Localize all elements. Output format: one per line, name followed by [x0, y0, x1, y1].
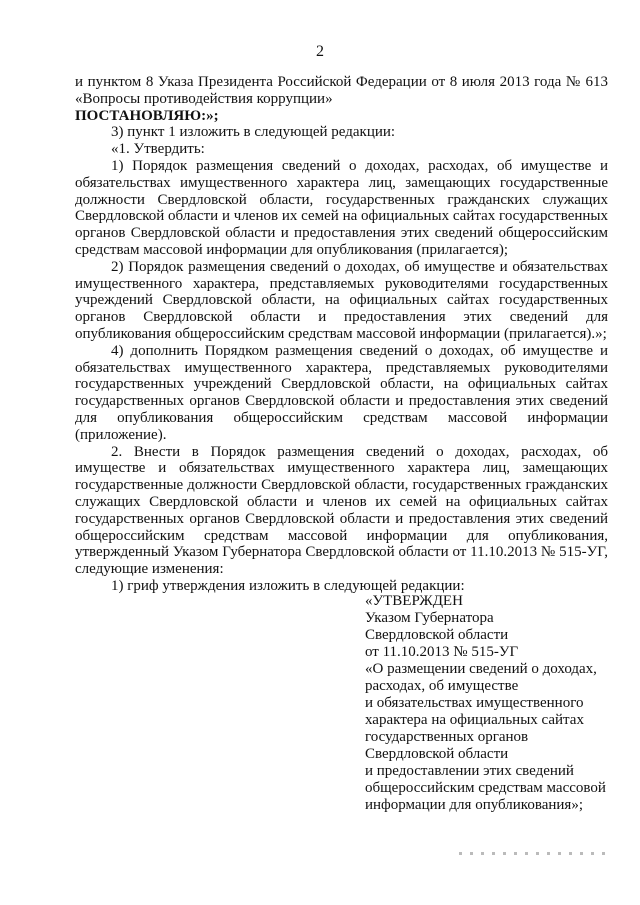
approval-line: Указом Губернатора: [365, 610, 494, 626]
paragraph-order-1: 1) Порядок размещения сведений о доходах, расходах, об имуществе и обязательствах имущественного характера лиц, замещающих государственные должности Свердловской области, государственных гражданских служащих Свердловской области и членов их семей на официальных сайтах государственных органов Свердловской области и предоставления этих сведений общероссийским средствам массовой информации для опубликования (прилагается);: [75, 157, 608, 258]
paragraph-approval-stamp: 1) гриф утверждения изложить в следующей редакции:: [111, 577, 465, 594]
approval-line: характера на официальных сайтах: [365, 712, 584, 728]
paragraph-approve: «1. Утвердить:: [111, 141, 205, 158]
resolution-word: ПОСТАНОВЛЯЮ:»;: [75, 107, 219, 124]
approval-line: расходах, об имуществе: [365, 678, 519, 694]
approval-line: информации для опубликования»;: [365, 797, 583, 813]
approval-line: и обязательствах имущественного: [365, 695, 584, 711]
approval-line: «О размещении сведений о доходах,: [365, 661, 597, 677]
paragraph-item-3: 3) пункт 1 изложить в следующей редакции:: [111, 124, 396, 141]
approval-line: Свердловской области: [365, 746, 509, 762]
document-body: [75, 74, 608, 595]
approval-line: от 11.10.2013 № 515-УГ: [365, 644, 519, 660]
approval-line: «УТВЕРЖДЕН: [365, 593, 463, 609]
paragraph-item-4: 4) дополнить Порядком размещения сведений о доходах, об имуществе и обязательствах имущественного характера, представляемых руководителями государственных учреждений Свердловской области, на официальных сайтах государственных органов Свердловской области и предоставления этих сведений для опубликования общероссийским средствам массовой информации (приложение).: [75, 342, 608, 443]
approval-line: Свердловской области: [365, 627, 509, 643]
approval-line: государственных органов: [365, 729, 529, 745]
approval-line: и предоставлении этих сведений: [365, 763, 574, 779]
approval-block: [365, 593, 615, 814]
paragraph-order-2: 2) Порядок размещения сведений о доходах, об имуществе и обязательствах имущественного характера, представляемых руководителями государственных учреждений Свердловской области, на официальных сайтах государственных органов Свердловской области и предоставления этих сведений для опубликования общероссийским средствам массовой информации (прилагается).»;: [75, 258, 608, 342]
paragraph-intro: и пунктом 8 Указа Президента Российской Федерации от 8 июля 2013 года № 613 «Вопросы противодействия коррупции»: [75, 74, 608, 107]
approval-line: общероссийским средствам массовой: [365, 780, 606, 796]
paragraph-amendments: 2. Внести в Порядок размещения сведений о доходах, расходах, об имуществе и обязательствах имущественного характера лиц, замещающих государственные должности Свердловской области, государственных гражданских служащих Свердловской области и членов их семей на официальных сайтах государственных органов Свердловской области и предоставления этих сведений общероссийским средствам массовой информации для опубликования, утвержденный Указом Губернатора Свердловской области от 11.10.2013 № 515-УГ, следующие изменения:: [75, 443, 608, 578]
faint-stamp-marks: [455, 842, 610, 860]
page-number: 2: [316, 43, 324, 60]
